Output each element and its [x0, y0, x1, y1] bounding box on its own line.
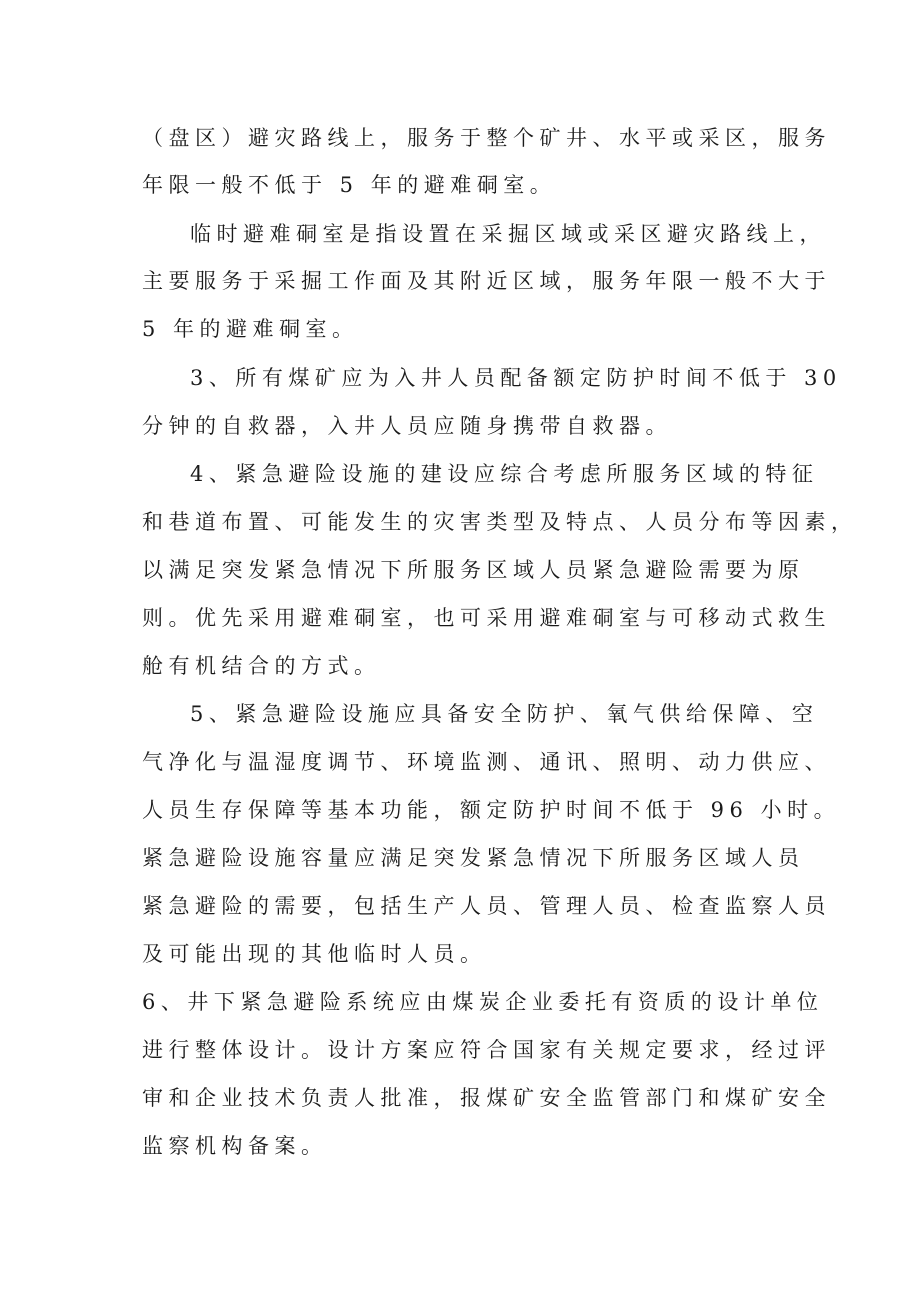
text-line: 人员生存保障等基本功能，额定防护时间不低于 96 小时。 — [142, 798, 841, 822]
text-line: 主要服务于采掘工作面及其附近区域，服务年限一般不大于 — [142, 269, 831, 293]
paragraph-start-line: 5、紧急避险设施应具备安全防护、氧气供给保障、空 — [190, 702, 819, 726]
paragraph-start-line: 6、井下紧急避险系统应由煤炭企业委托有资质的设计单位 — [142, 990, 824, 1014]
text-line: 和巷道布置、可能发生的灾害类型及特点、人员分布等因素， — [142, 510, 858, 534]
paragraph-start-line: 临时避难硐室是指设置在采掘区域或采区避灾路线上， — [190, 222, 826, 246]
text-line: 紧急避险的需要，包括生产人员、管理人员、检查监察人员 — [142, 894, 831, 918]
paragraph-start-line: 3、所有煤矿应为入井人员配备额定防护时间不低于 30 — [190, 366, 842, 390]
paragraph-start-line: 4、紧急避险设施的建设应综合考虑所服务区域的特征 — [190, 462, 819, 486]
text-line: 舱有机结合的方式。 — [142, 654, 381, 678]
text-line: 审和企业技术负责人批准，报煤矿安全监管部门和煤矿安全 — [142, 1086, 831, 1110]
text-line: 以满足突发紧急情况下所服务区域人员紧急避险需要为原 — [142, 558, 805, 582]
text-line: 气净化与温湿度调节、环境监测、通讯、照明、动力供应、 — [142, 750, 831, 774]
text-line: 及可能出现的其他临时人员。 — [142, 942, 487, 966]
text-line: 进行整体设计。设计方案应符合国家有关规定要求，经过评 — [142, 1038, 831, 1062]
text-line: 5 年的避难硐室。 — [142, 317, 359, 341]
text-line: 紧急避险设施容量应满足突发紧急情况下所服务区域人员 — [142, 846, 805, 870]
text-line: 监察机构备案。 — [142, 1134, 328, 1158]
text-line: 年限一般不低于 5 年的避难硐室。 — [142, 173, 557, 197]
text-line: 则。优先采用避难硐室，也可采用避难硐室与可移动式救生 — [142, 606, 831, 630]
text-line: （盘区）避灾路线上，服务于整个矿井、水平或采区，服务 — [142, 126, 831, 150]
text-line: 分钟的自救器，入井人员应随身携带自救器。 — [142, 414, 672, 438]
